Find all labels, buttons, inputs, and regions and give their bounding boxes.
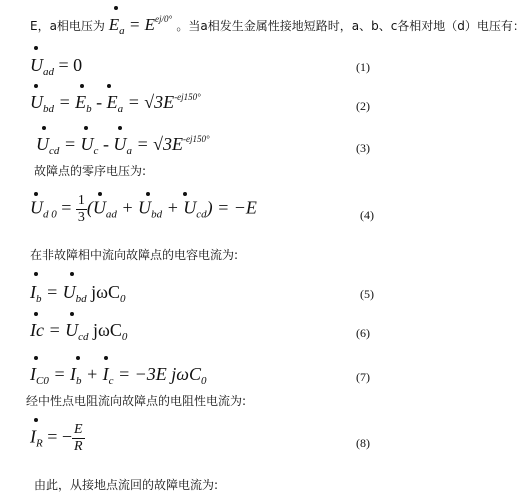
phasor-dot bbox=[42, 126, 46, 130]
phasor-dot bbox=[34, 192, 38, 196]
equation-8: $I_R$ = − $\frac{E}{R}$ bbox=[30, 422, 83, 454]
phasor-dot bbox=[34, 84, 38, 88]
equation-5: $I_b = U_{bd}$ jωC$_0$ bbox=[30, 282, 126, 305]
label-capacitive-current: 在非故障相中流向故障点的电容电流为: bbox=[30, 248, 239, 262]
phasor-dot bbox=[34, 418, 38, 422]
phasor-dot bbox=[183, 192, 187, 196]
fraction-e-over-r: $\frac{E}{R}$ bbox=[74, 422, 83, 454]
phasor-dot bbox=[34, 46, 38, 50]
phasor-dot bbox=[104, 356, 108, 360]
phasor-dot bbox=[98, 192, 102, 196]
equation-4: $U_{d 0}$ = $\frac{1}{3}$ $(U_{ad} + U_{bd} + U_{cd}) = -E$ bbox=[30, 193, 257, 225]
equation-7: $I_{C0} = I_b + I_c = -3E$ jωC$_0$ bbox=[30, 364, 207, 387]
equation-number-8: (8) bbox=[356, 436, 370, 450]
intro-suffix: 。当a相发生金属性接地短路时，a、b、c各相对地（d）电压有： bbox=[176, 19, 525, 33]
equation-3: $U_{cd} = U_c - U_a = √3E^{-ej150^\circ}$ bbox=[36, 134, 210, 157]
equation-number-7: (7) bbox=[356, 370, 370, 384]
equation-number-2: (2) bbox=[356, 99, 370, 113]
phasor-dot bbox=[84, 126, 88, 130]
phasor-dot bbox=[76, 356, 80, 360]
phasor-dot bbox=[118, 126, 122, 130]
intro-line bbox=[30, 14, 525, 37]
equation-number-1: (1) bbox=[356, 60, 370, 74]
phasor-dot bbox=[70, 272, 74, 276]
label-zero-sequence-voltage: 故障点的零序电压为: bbox=[34, 164, 147, 178]
equation-2: $U_{bd} = E_b - E_a = √3E^{-ej150^\circ}$ bbox=[30, 92, 201, 115]
phasor-dot bbox=[70, 312, 74, 316]
label-resistive-current: 经中性点电阻流向故障点的电阻性电流为: bbox=[26, 394, 247, 408]
phasor-dot bbox=[146, 192, 150, 196]
phasor-dot bbox=[34, 312, 38, 316]
intro-prefix: E，a相电压为 bbox=[30, 19, 105, 33]
equation-number-4: (4) bbox=[360, 208, 374, 222]
label-ground-fault-current: 由此，从接地点流回的故障电流为: bbox=[34, 478, 219, 492]
equation-number-5: (5) bbox=[360, 287, 374, 301]
phasor-dot bbox=[107, 84, 111, 88]
phasor-dot bbox=[114, 6, 118, 10]
phasor-dot bbox=[80, 84, 84, 88]
intro-formula: $E_a = E^{ej/0^\circ}$ bbox=[108, 14, 173, 37]
equation-1: $U_{ad} = 0$ bbox=[30, 55, 83, 78]
phasor-dot bbox=[34, 356, 38, 360]
equation-number-6: (6) bbox=[356, 326, 370, 340]
fraction-one-third: $\frac{1}{3}$ bbox=[77, 193, 85, 225]
phasor-dot bbox=[34, 272, 38, 276]
equation-6: $Ic = U_{cd}$ jωC$_0$ bbox=[30, 320, 128, 343]
equation-number-3: (3) bbox=[356, 141, 370, 155]
